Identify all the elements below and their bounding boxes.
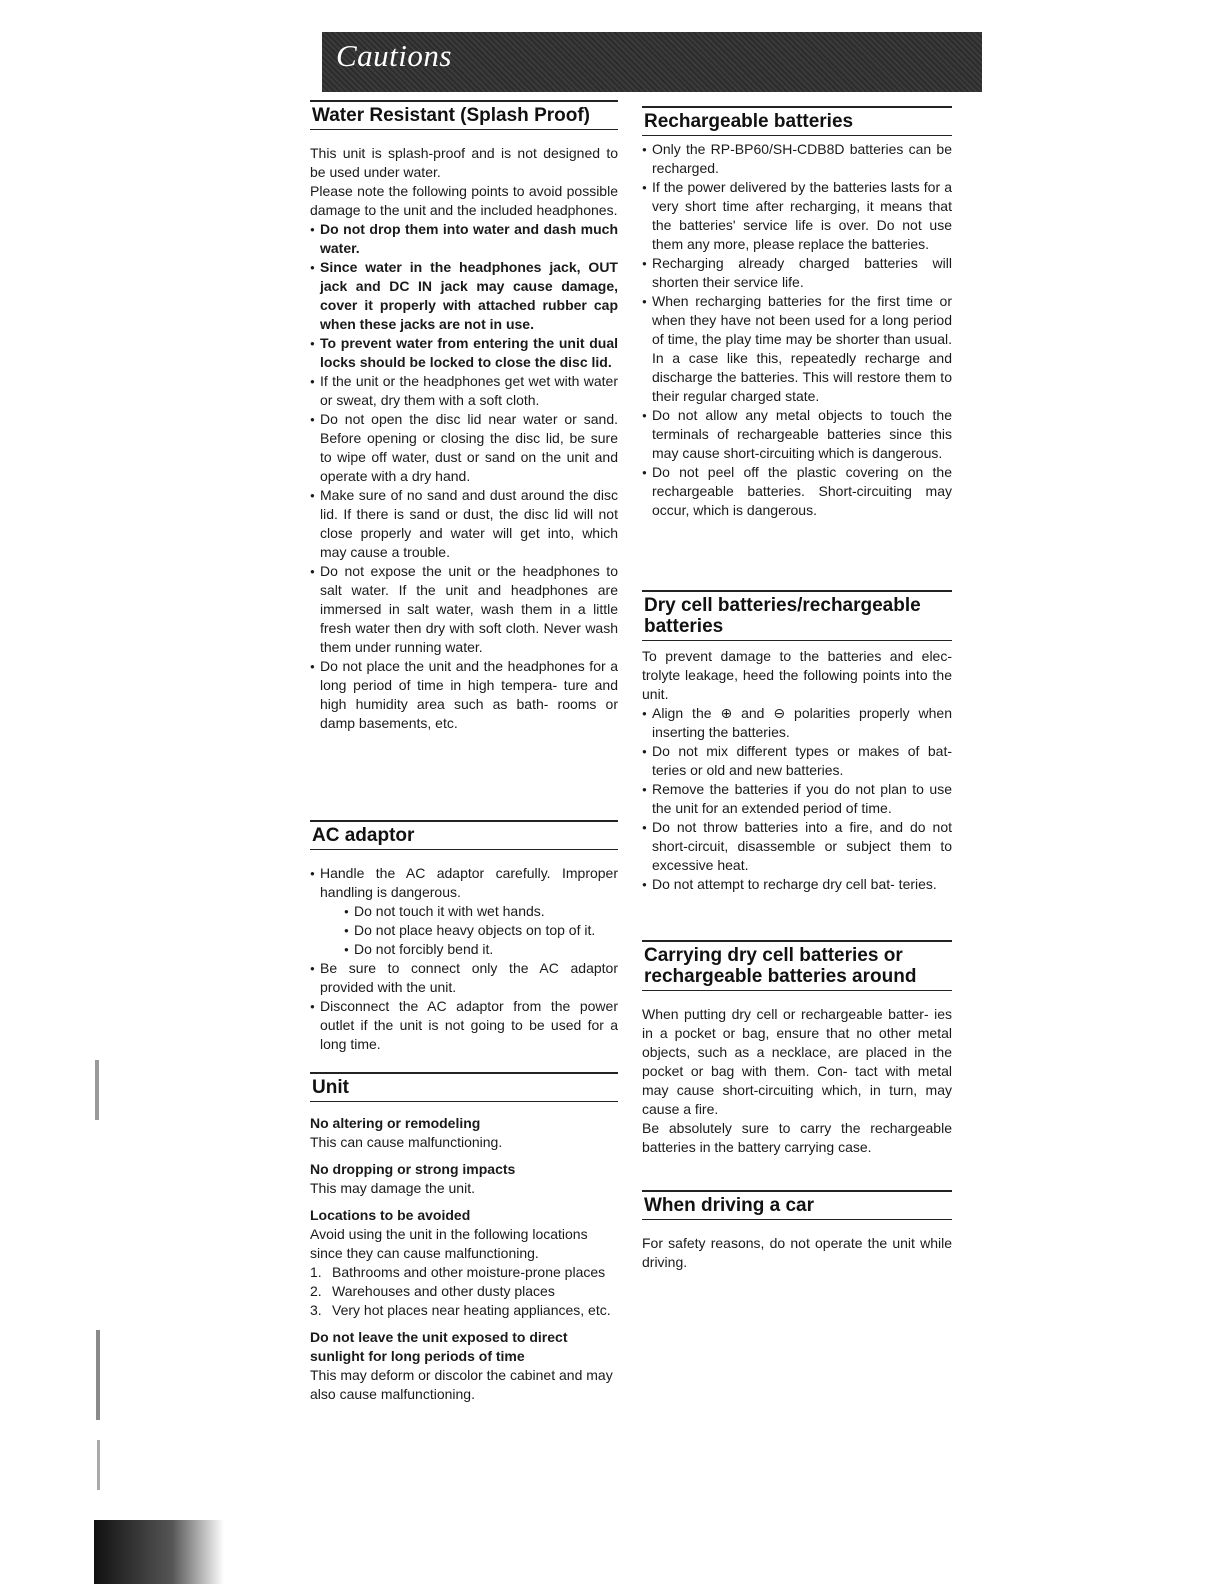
section-heading: Unit [310,1072,618,1102]
bullet-list [310,220,618,733]
paragraph: Please note the following points to avoid possible damage to the unit and the included headphones. [310,183,618,218]
paragraph: When putting dry cell or rechargeable batter- ies in a pocket or bag, ensure that no other metal objects, such as a necklace, are placed in the pocket or bag with them. Con- tact with metal may cause short-circuiting which, in turn, may cause a fire. [642,1006,952,1117]
list-item-text: Very hot places near heating appliances, etc. [332,1302,611,1318]
section-body [310,864,618,1054]
bullet-list [310,864,618,1054]
list-item: ● Do not expose the unit or the headphones to salt water. If the unit and headphones are immersed in salt water, wash them in a little fresh water then dry with soft cloth. Never wash them under running water. [310,562,618,657]
list-item [310,1301,618,1320]
paragraph: This may deform or discolor the cabinet and may also cause malfunctioning. [310,1367,613,1402]
list-item: ● When recharging batteries for the first time or when they have not been used for a long period of time, the play time may be shorter than usual. In a case like this, repeatedly recharge and discharge the batteries. This will restore them to their regular charged state. [642,292,952,406]
paragraph: This can cause malfunctioning. [310,1134,503,1150]
list-item: ● Remove the batteries if you do not plan to use the unit for an extended period of time. [642,780,952,818]
list-item-text: Handle the AC adaptor carefully. Improper handling is dangerous. [320,865,618,900]
paragraph: Be absolutely sure to carry the rechargeable batteries in the battery carrying case. [642,1120,952,1155]
list-item: ● Do not peel off the plastic covering on the rechargeable batteries. Short-circuiting may occur, which is dangerous. [642,463,952,520]
section-body [642,140,952,520]
section-heading: Dry cell batteries/rechargeable batteries [642,590,952,641]
paragraph: This unit is splash-proof and is not designed to be used under water. [310,145,618,180]
section-heading: Carrying dry cell batteries or rechargeable batteries around [642,940,952,991]
water-resistant-section [310,100,618,733]
list-item: ● If the unit or the headphones get wet with water or sweat, dry them with a soft cloth. [310,372,618,410]
numbered-list [310,1263,618,1320]
list-item: ● Do not mix different types or makes of bat- teries or old and new batteries. [642,742,952,780]
section-body [310,144,618,733]
list-item: ● Make sure of no sand and dust around the disc lid. If there is sand or dust, the disc lid will not close properly and water will get into, which may cause a trouble. [310,486,618,562]
list-item: ● Do not open the disc lid near water or sand. Before opening or closing the disc lid, be sure to wipe off water, dust or sand on the unit and operate with a dry hand. [310,410,618,486]
list-number: 2. [310,1283,322,1299]
unit-section [310,1072,618,1404]
paragraph: For safety reasons, do not operate the unit while driving. [642,1235,952,1270]
dry-cell-section [642,590,952,894]
list-item-text: Bathrooms and other moisture-prone places [332,1264,606,1280]
carrying-section [642,940,952,1157]
scan-mark [96,1330,100,1420]
subheading: No altering or remodeling [310,1115,481,1131]
rechargeable-section [642,106,952,520]
section-heading: AC adaptor [310,820,618,850]
list-item: ● To prevent water from entering the unit dual locks should be locked to close the disc lid. [310,334,618,372]
cautions-banner [322,32,982,92]
list-item: ● Align the ⊕ and ⊖ polarities properly when inserting the batteries. [642,704,952,742]
list-item [310,864,618,959]
bullet-list [642,140,952,520]
list-item: ● Do not place the unit and the headphones for a long period of time in high tempera- ture and high humidity area such as bath- rooms or damp basements, etc. [310,657,618,733]
section-body [642,1234,952,1272]
list-item: ● Do not attempt to recharge dry cell bat- teries. [642,875,952,894]
ac-adaptor-section [310,820,618,1054]
subheading: No dropping or strong impacts [310,1161,516,1177]
section-body [642,647,952,894]
paragraph: This may damage the unit. [310,1180,475,1196]
list-number: 1. [310,1264,322,1280]
paragraph: Avoid using the unit in the following locations since they can cause malfunctioning. [310,1226,588,1261]
bullet-list [642,704,952,894]
page-title: Cautions [336,38,452,73]
section-heading: When driving a car [642,1190,952,1220]
list-item [310,1282,618,1301]
driving-section [642,1190,952,1272]
scan-mark [95,1060,99,1120]
subheading: Locations to be avoided [310,1207,471,1223]
list-item: ● Do not allow any metal objects to touch the terminals of rechargeable batteries since this may cause short-circuiting which is dangerous. [642,406,952,463]
scan-shadow [94,1520,224,1584]
scan-mark [97,1440,100,1490]
section-heading: Rechargeable batteries [642,106,952,136]
list-item: ● Disconnect the AC adaptor from the power outlet if the unit is not going to be used for a long time. [310,997,618,1054]
paragraph: To prevent damage to the batteries and elec- trolyte leakage, heed the following points into the unit. [642,648,952,702]
list-number: 3. [310,1302,322,1318]
list-item: ● Recharging already charged batteries will shorten their service life. [642,254,952,292]
list-item: ● Be sure to connect only the AC adaptor provided with the unit. [310,959,618,997]
list-item-text: Warehouses and other dusty places [332,1283,555,1299]
list-item [310,1263,618,1282]
sub-list-item: ● Do not place heavy objects on top of it. [344,921,618,940]
list-item: ● If the power delivered by the batteries lasts for a very short time after recharging, it means that the batteries' service life is over. Do not use them any more, please replace the batteries. [642,178,952,254]
sub-list-item: ● Do not forcibly bend it. [344,940,618,959]
section-heading: Water Resistant (Splash Proof) [310,100,618,130]
section-body [642,1005,952,1157]
list-item: ● Do not drop them into water and dash much water. [310,220,618,258]
list-item: ● Since water in the headphones jack, OUT jack and DC IN jack may cause damage, cover it properly with attached rubber cap when these jacks are not in use. [310,258,618,334]
sub-bullet-list [320,902,618,959]
subheading: Do not leave the unit exposed to direct sunlight for long periods of time [310,1329,568,1364]
list-item: ● Only the RP-BP60/SH-CDB8D batteries can be recharged. [642,140,952,178]
list-item: ● Do not throw batteries into a fire, and do not short-circuit, disassemble or subject them to excessive heat. [642,818,952,875]
sub-list-item: ● Do not touch it with wet hands. [344,902,618,921]
